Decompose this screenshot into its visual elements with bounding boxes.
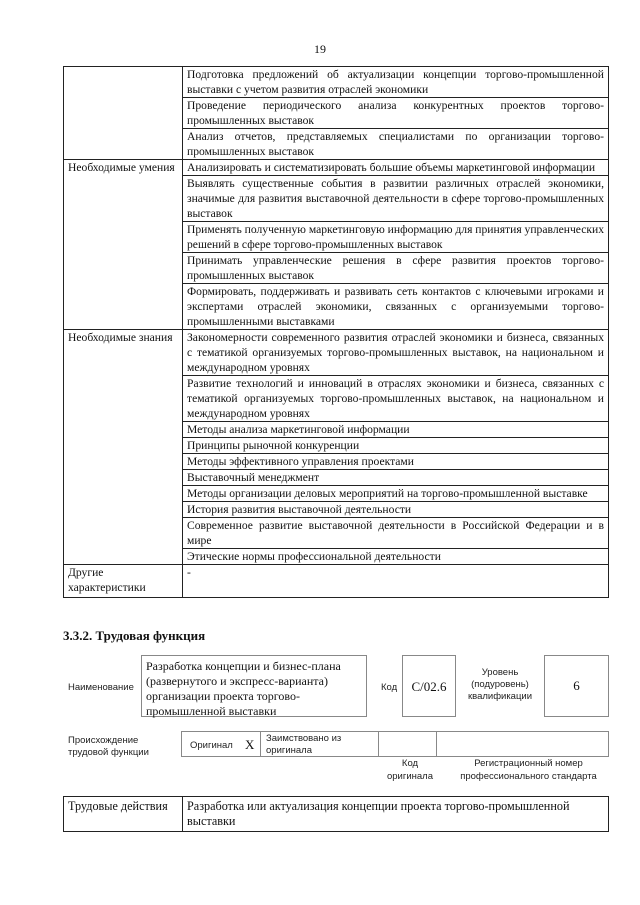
table-row [64,797,609,832]
borrowed-label: Заимствовано из оригинала [266,733,342,756]
page-number: 19 [314,42,326,56]
code-label: Код [381,682,398,693]
table-row [64,565,609,598]
list-item: Этические нормы профессиональной деятельности [183,549,609,565]
level-label: Уровень (подуровень) квалификации [467,667,533,702]
list-item: Анализировать и систематизировать большие объемы маркетинговой информации [183,160,609,176]
list-item: Подготовка предложений об актуализации концепции торгово-промышленной выставки с учетом развития отраслей экономики [183,67,609,98]
competency-table [63,66,609,598]
list-item: Формировать, поддерживать и развивать сеть контактов с ключевыми игроками и экспертами отраслей экономики, связанных с организуемыми торгово-промышленными выставками [183,284,609,330]
list-item: Выставочный менеджмент [183,470,609,486]
function-name-box [141,655,367,717]
actions-value: Разработка или актуализация концепции проекта торгово-промышленной выставки [183,797,609,832]
code-caption: Код оригинала [386,758,433,782]
level-value: 6 [573,678,580,693]
list-item: Развитие технологий и инноваций в отраслях экономики и бизнеса, связанных с тематикой организуемых торгово-промышленных выставок, на национальном и международном уровнях [183,376,609,422]
function-name: Разработка концепции и бизнес-плана (развернутого и экспресс-варианта) организации проекта торгово-промышленной выставки [146,659,341,718]
list-item: Выявлять существенные события в развитии различных отраслей экономики, значимые для развития выставочной деятельности в сфере торгово-промышленных выставок [183,176,609,222]
row-label-other: Другие характеристики [64,565,183,598]
list-item: Методы эффективного управления проектами [183,454,609,470]
row-label-knowledge: Необходимые знания [64,330,183,565]
list-item: Современное развитие выставочной деятельности в Российской Федерации и в мире [183,518,609,549]
table-row [64,160,609,176]
reg-caption: Регистрационный номер профессионального стандарта [460,758,597,782]
list-item: Проведение периодического анализа конкурентных проектов торгово-промышленных выставок [183,98,609,129]
table-row [64,330,609,376]
actions-table [63,796,609,832]
list-item: - [183,565,609,598]
origin-divider [260,731,261,757]
table-row [64,67,609,98]
row-label [64,67,183,160]
list-item: Закономерности современного развития отраслей экономики и бизнеса, связанных с тематикой организуемых торгово-промышленных выставок, на национальном и международном уровнях [183,330,609,376]
list-item: Методы организации деловых мероприятий на торгово-промышленной выставке [183,486,609,502]
list-item: Анализ отчетов, представляемых специалистами по организации торгово-промышленных выставок [183,129,609,160]
list-item: Принципы рыночной конкуренции [183,438,609,454]
original-mark: X [245,737,255,752]
origin-label: Происхождение трудовой функции [68,735,149,758]
list-item: Методы анализа маркетинговой информации [183,422,609,438]
origin-divider [436,731,437,757]
name-label: Наименование [68,682,134,693]
row-label-skills: Необходимые умения [64,160,183,330]
origin-divider [378,731,379,757]
level-box [544,655,609,717]
actions-label: Трудовые действия [64,797,183,832]
original-label: Оригинал [190,740,233,751]
list-item: Применять полученную маркетинговую информацию для принятия управленческих решений в сфере торгово-промышленных выставок [183,222,609,253]
list-item: История развития выставочной деятельности [183,502,609,518]
section-title: 3.3.2. Трудовая функция [63,628,206,643]
list-item: Принимать управленческие решения в сфере развития проектов торгово-промышленных выставок [183,253,609,284]
code-box [402,655,456,717]
code-value: С/02.6 [411,679,447,694]
